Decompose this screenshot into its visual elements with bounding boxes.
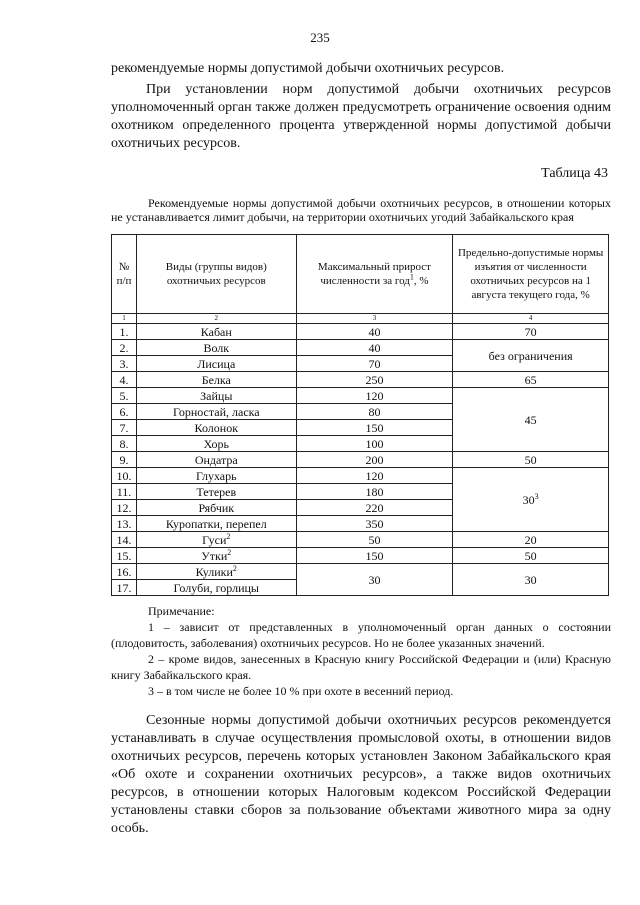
limit-cell: 50 — [453, 548, 609, 564]
table-row — [112, 564, 609, 580]
growth-cell: 200 — [296, 452, 453, 468]
limit-cell: 20 — [453, 532, 609, 548]
page-number: 235 — [310, 30, 330, 45]
table-row — [112, 388, 609, 404]
header-limit: Предельно-допустимые нормы изъятия от численности охотничьих ресурсов на 1 августа текущего года, % — [453, 235, 609, 314]
growth-cell: 180 — [296, 484, 453, 500]
growth-cell: 150 — [296, 548, 453, 564]
growth-cell: 30 — [296, 564, 453, 596]
growth-cell: 150 — [296, 420, 453, 436]
growth-cell: 70 — [296, 356, 453, 372]
col-number: 4 — [453, 314, 609, 324]
paragraph-2: При установлении норм допустимой добычи охотничьих ресурсов уполномоченный орган также должен предусмотреть ограничение освоения одним охотником определенного процента утвержденной нормы допустимой добычи охотничьих ресурсов. — [111, 82, 611, 151]
row-number: 17. — [112, 580, 137, 596]
row-number: 5. — [112, 388, 137, 404]
growth-cell: 80 — [296, 404, 453, 420]
species-cell: Кулики$^2$ — [136, 564, 296, 580]
species-cell: Гуси$^2$ — [136, 532, 296, 548]
row-number: 10. — [112, 468, 137, 484]
notes-title: Примечание: — [148, 604, 215, 618]
growth-cell: 120 — [296, 468, 453, 484]
header-num: № п/п — [112, 235, 137, 314]
species-cell: Ондатра — [136, 452, 296, 468]
row-number: 4. — [112, 372, 137, 388]
table-row — [112, 340, 609, 356]
table-row — [112, 532, 609, 548]
note-1: 1 – зависит от представленных в уполномоченный орган данных о состоянии (плодовитость, заболевания) охотничьих ресурсов. Но не более указанных значений. — [111, 620, 611, 650]
growth-cell: 250 — [296, 372, 453, 388]
row-number: 9. — [112, 452, 137, 468]
growth-cell: 220 — [296, 500, 453, 516]
growth-cell: 350 — [296, 516, 453, 532]
row-number: 11. — [112, 484, 137, 500]
growth-cell: 100 — [296, 436, 453, 452]
row-number: 16. — [112, 564, 137, 580]
row-number: 6. — [112, 404, 137, 420]
table-row — [112, 452, 609, 468]
col-number: 3 — [296, 314, 453, 324]
table-row — [112, 548, 609, 564]
row-number: 13. — [112, 516, 137, 532]
table-label: Таблица 43 — [541, 166, 608, 181]
species-cell: Волк — [136, 340, 296, 356]
limit-cell: 50 — [453, 452, 609, 468]
species-cell: Кабан — [136, 324, 296, 340]
row-number: 8. — [112, 436, 137, 452]
table-caption: Рекомендуемые нормы допустимой добычи охотничьих ресурсов, в отношении которых не устанавливается лимит добычи, на территории охотничьих угодий Забайкальского края — [111, 196, 611, 224]
paragraph-1: рекомендуемые нормы допустимой добычи охотничьих ресурсов. — [111, 61, 505, 76]
norms-table — [111, 234, 609, 596]
species-cell: Горностай, ласка — [136, 404, 296, 420]
species-cell: Белка — [136, 372, 296, 388]
species-cell: Утки$^2$ — [136, 548, 296, 564]
growth-cell: 50 — [296, 532, 453, 548]
species-cell: Тетерев — [136, 484, 296, 500]
limit-cell: 30 — [453, 564, 609, 596]
notes — [111, 603, 611, 699]
table-row — [112, 324, 609, 340]
growth-cell: 40 — [296, 324, 453, 340]
limit-cell: $30^3$ — [453, 468, 609, 532]
species-cell: Хорь — [136, 436, 296, 452]
growth-cell: 40 — [296, 340, 453, 356]
species-cell: Куропатки, перепел — [136, 516, 296, 532]
limit-cell: 65 — [453, 372, 609, 388]
species-cell: Рябчик — [136, 500, 296, 516]
row-number: 14. — [112, 532, 137, 548]
species-cell: Зайцы — [136, 388, 296, 404]
species-cell: Глухарь — [136, 468, 296, 484]
species-cell: Лисица — [136, 356, 296, 372]
row-number: 7. — [112, 420, 137, 436]
header-growth: Максимальный прирост численности за год$^1$, % — [296, 235, 453, 314]
species-cell: Голуби, горлицы — [136, 580, 296, 596]
species-cell: Колонок — [136, 420, 296, 436]
table-row — [112, 468, 609, 484]
header-species: Виды (группы видов) охотничьих ресурсов — [136, 235, 296, 314]
note-3: 3 – в том числе не более 10 % при охоте в весенний период. — [148, 684, 454, 698]
growth-cell: 120 — [296, 388, 453, 404]
table-header-row — [112, 235, 609, 314]
paragraph-3: Сезонные нормы допустимой добычи охотничьих ресурсов рекомендуется устанавливать в случае осуществления промысловой охоты, в отношении видов охотничьих ресурсов, перечень которых установлен Законом Забайкальского края «Об охоте и сохранении охотничьих ресурсов», а также видов охотничьих ресурсов, в отношении которых Налоговым кодексом Российской Федерации установлены ставки сборов за пользование объектами животного мира за одну особь. — [111, 713, 611, 836]
limit-cell: без ограничения — [453, 340, 609, 372]
limit-cell: 70 — [453, 324, 609, 340]
note-2: 2 – кроме видов, занесенных в Красную книгу Российской Федерации и (или) Красную книгу Забайкальского края. — [111, 652, 611, 682]
row-number: 12. — [112, 500, 137, 516]
row-number: 15. — [112, 548, 137, 564]
col-number: 1 — [112, 314, 137, 324]
table-row — [112, 372, 609, 388]
row-number: 2. — [112, 340, 137, 356]
column-numbers-row — [112, 314, 609, 324]
row-number: 3. — [112, 356, 137, 372]
col-number: 2 — [136, 314, 296, 324]
row-number: 1. — [112, 324, 137, 340]
limit-cell: 45 — [453, 388, 609, 452]
